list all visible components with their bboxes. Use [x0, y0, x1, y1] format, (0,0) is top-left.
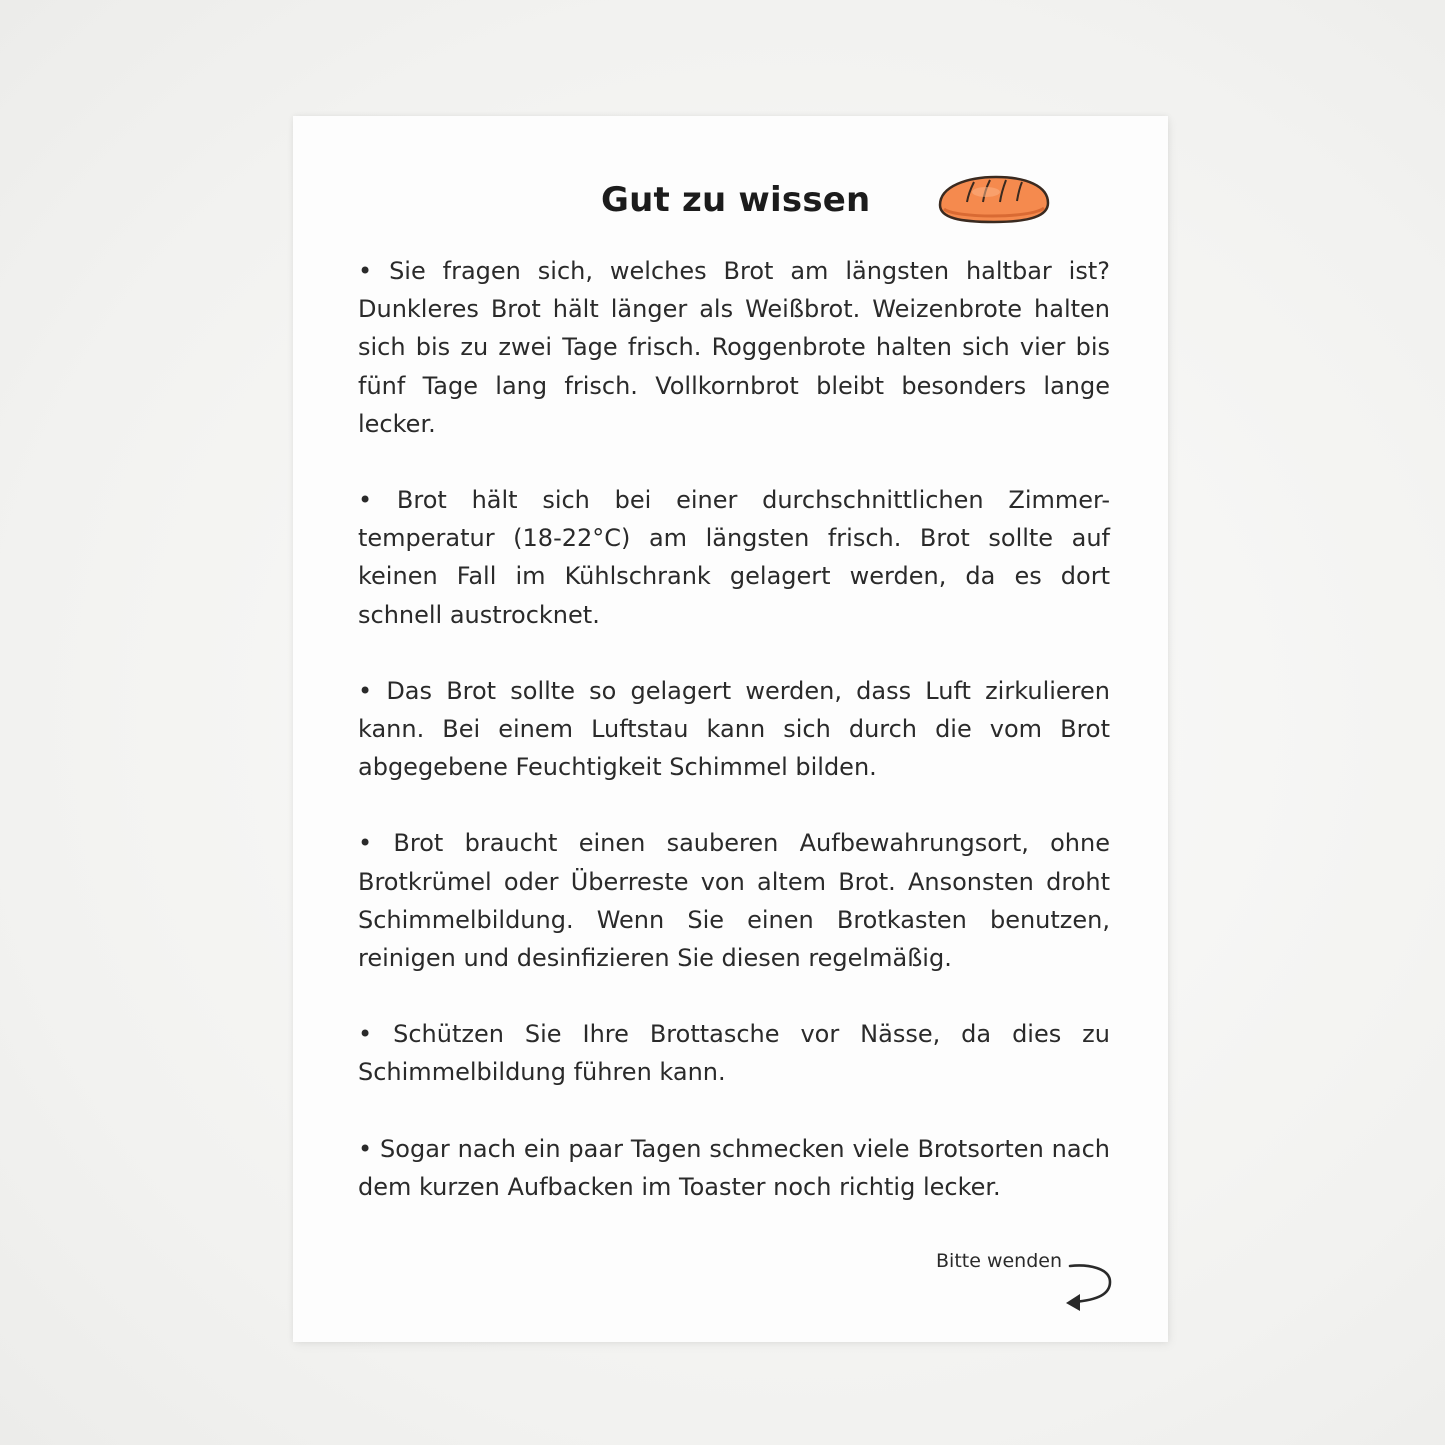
tip-room-temperature: • Brot hält sich bei einer durchschnittlichen Zimmer-temperatur (18-22°C) am längsten frisch. Brot sollte auf keinen Fall im Kühlschrank gelagert werden, da es dort schnell austrocknet. [358, 486, 1110, 629]
tip-air-circulation: • Das Brot sollte so gelagert werden, dass Luft zirkulieren kann. Bei einem Luftstau kann sich durch die vom Brot abgegebene Feuchtigkeit Schimmel bilden. [358, 676, 1110, 782]
turn-over-note [936, 1250, 1126, 1314]
page-title: Gut zu wissen [601, 180, 871, 220]
tip-protect-from-moisture: • Schützen Sie Ihre Brottasche vor Nässe, da dies zu Schimmelbildung führen kann. [358, 1020, 1110, 1087]
tip-toaster: • Sogar nach ein paar Tagen schmecken viele Brotsorten nach dem kurzen Aufbacken im Toaster noch richtig lecker. [358, 1134, 1110, 1201]
bread-icon [934, 172, 1052, 226]
turn-over-label: Bitte wenden [936, 1250, 1063, 1272]
tip-bread-shelf-life: • Sie fragen sich, welches Brot am längsten haltbar ist? Dunkleres Brot hält länger als Weißbrot. Weizenbrote halten sich bis zu zwei Tage frisch. Roggenbrote halten sich vier bis fünf Tage lang frisch. Vollkornbrot bleibt besonders lange lecker. [358, 257, 1110, 438]
tip-clean-storage: • Brot braucht einen sauberen Aufbewahrungsort, ohne Brotkrümel oder Überreste von altem Brot. Ansonsten droht Schimmelbildung. Wenn Sie einen Brotkasten benutzen, reinigen und desinfizieren Sie diesen regelmäßig. [358, 829, 1110, 973]
card-header [0, 172, 1445, 232]
tips-list [358, 252, 1110, 1244]
turn-arrow-icon [1058, 1258, 1118, 1314]
